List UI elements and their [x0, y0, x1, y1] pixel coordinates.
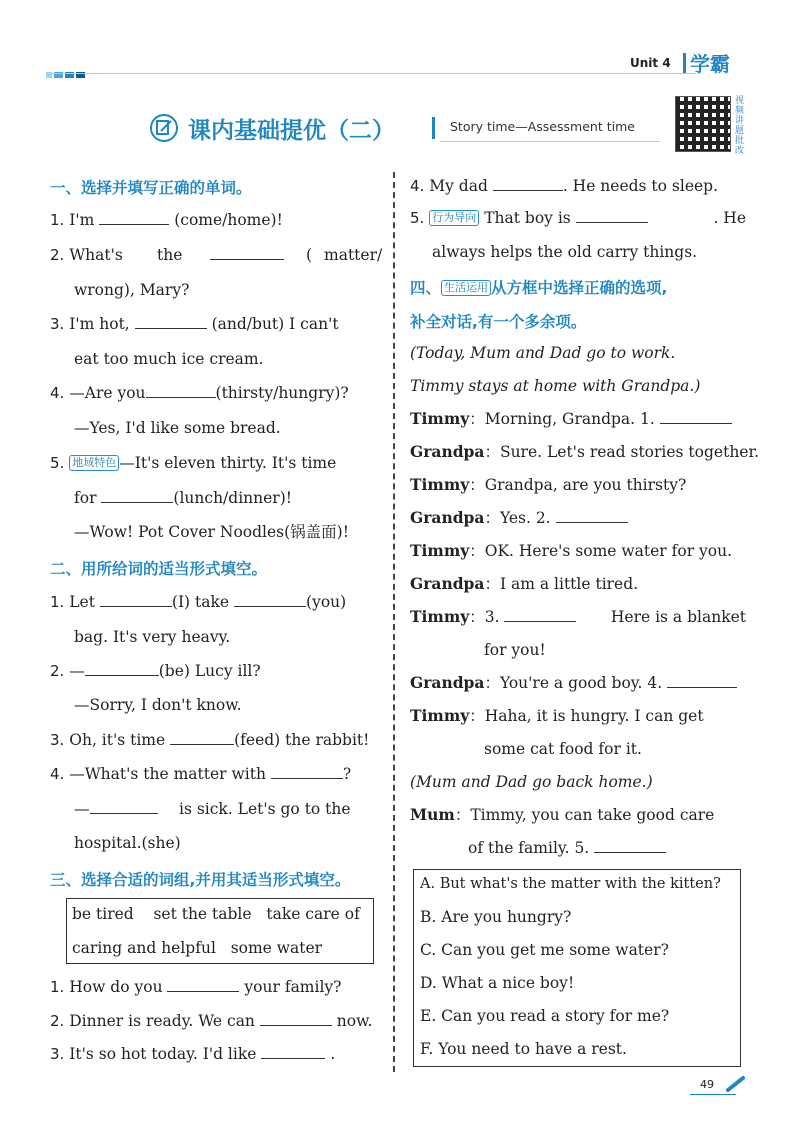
qr-side-text: 视频讲题批改: [735, 96, 745, 156]
s3-q3: 3. It's so hot today. I'd like .: [50, 1045, 336, 1063]
phrase: take care of: [266, 905, 360, 923]
intro-line-1: (Today, Mum and Dad go to work.: [410, 344, 676, 362]
section4-heading-line2: 补全对话,有一个多余项。: [410, 313, 587, 331]
s3-q4: 4. My dad . He needs to sleep.: [410, 177, 719, 195]
page-title: 课内基础提优（二）: [188, 118, 395, 144]
mum-line: Mum：Timmy, you can take good care: [410, 805, 715, 824]
s1-q2-cont: wrong), Mary?: [74, 281, 190, 299]
speaker: Grandpa: [410, 442, 485, 461]
section1-heading: 一、选择并填写正确的单词。: [50, 179, 252, 197]
option-e: E. Can you read a story for me?: [420, 1007, 670, 1025]
dialog-line-7: Timmy：3. Here is a blanket: [410, 607, 746, 626]
s1-q2: 2. What's the ( matter/: [50, 246, 383, 264]
section4-heading-line1: 四、 生活运用 从方框中选择正确的选项,: [410, 279, 668, 297]
s1-q4-answer: —Yes, I'd like some bread.: [74, 419, 281, 437]
phrase-row-1: [72, 904, 360, 924]
dialog-line-9: Timmy：Haha, it is hungry. I can get: [410, 706, 704, 725]
dialog-line-8: Grandpa：You're a good boy. 4.: [410, 673, 737, 693]
page-number: 49: [700, 1078, 714, 1091]
s3-q5-cont: always helps the old carry things.: [432, 243, 698, 261]
intro-line-2: Timmy stays at home with Grandpa.): [410, 377, 701, 395]
speaker: Timmy: [410, 706, 470, 725]
s1-q3: 3. I'm hot, (and/but) I can't: [50, 315, 339, 333]
column-divider: [393, 172, 395, 1072]
dialog-line-3: Timmy：Grandpa, are you thirsty?: [410, 475, 687, 494]
qr-code[interactable]: [675, 96, 731, 152]
s1-q5-cont: for (lunch/dinner)!: [74, 489, 292, 507]
s3-q1: 1. How do you your family?: [50, 978, 342, 996]
speaker: Timmy: [410, 607, 470, 626]
outro-line: (Mum and Dad go back home.): [410, 773, 653, 791]
s1-q1: 1. I'm (come/home)!: [50, 211, 283, 229]
title-icon: [150, 114, 178, 142]
pencil-icon: [726, 1076, 746, 1096]
s2-q3: 3. Oh, it's time (feed) the rabbit!: [50, 731, 370, 749]
dialog-line-1: Timmy：Morning, Grandpa. 1.: [410, 409, 732, 429]
title-bar: [432, 117, 435, 139]
brand-text: 学霸: [690, 52, 730, 76]
phrase: set the table: [153, 905, 252, 923]
region-tag: 地域特色: [69, 455, 119, 471]
option-a: A. But what's the matter with the kitten?: [420, 876, 721, 892]
s1-q5-reply: —Wow! Pot Cover Noodles(锅盖面)!: [74, 523, 349, 541]
section3-heading: 三、选择合适的词组,并用其适当形式填空。: [50, 871, 351, 889]
s1-q4: 4. —Are you (thirsty/hungry)?: [50, 384, 349, 402]
section2-heading: 二、用所给词的适当形式填空。: [50, 560, 268, 578]
s2-q4: 4. —What's the matter with ?: [50, 765, 352, 783]
speaker: Timmy: [410, 541, 470, 560]
dialog-line-9-cont: some cat food for it.: [484, 740, 642, 758]
phrase-row-2: [72, 938, 322, 958]
life-tag: 生活运用: [441, 280, 491, 296]
phrase: some water: [230, 939, 323, 957]
footer-rule: [690, 1094, 736, 1095]
s3-q2: 2. Dinner is ready. We can now.: [50, 1012, 373, 1030]
s2-q2-answer: —Sorry, I don't know.: [74, 696, 242, 714]
s2-q2: 2. — (be) Lucy ill?: [50, 662, 261, 680]
subtitle-underline: [440, 141, 660, 142]
dialog-line-2: Grandpa：Sure. Let's read stories together.: [410, 442, 760, 461]
s1-q5: 5. 地域特色 —It's eleven thirty. It's time: [50, 454, 337, 472]
option-f: F. You need to have a rest.: [420, 1040, 627, 1058]
speaker: Grandpa: [410, 508, 485, 527]
subtitle: Story time—Assessment time: [450, 119, 635, 134]
dialog-line-5: Timmy：OK. Here's some water for you.: [410, 541, 733, 560]
phrase: caring and helpful: [72, 939, 216, 957]
options-box: [413, 869, 741, 1067]
option-b: B. Are you hungry?: [420, 908, 572, 926]
behavior-tag: 行为导向: [429, 210, 479, 226]
speaker: Timmy: [410, 409, 470, 428]
s2-q1-cont: bag. It's very heavy.: [74, 628, 231, 646]
dialog-line-4: Grandpa：Yes. 2.: [410, 508, 628, 528]
phrase: be tired: [72, 905, 134, 923]
unit-label: Unit 4: [630, 56, 671, 70]
option-c: C. Can you get me some water?: [420, 941, 669, 959]
speaker: Grandpa: [410, 673, 485, 692]
option-d: D. What a nice boy!: [420, 974, 575, 992]
speaker: Grandpa: [410, 574, 485, 593]
speaker: Timmy: [410, 475, 470, 494]
header-rule: [46, 73, 696, 74]
mum-line-cont: of the family. 5.: [468, 838, 666, 858]
s2-q4-cont: hospital.(she): [74, 834, 181, 852]
s2-q1: 1. Let (I) take (you): [50, 593, 347, 611]
dialog-line-6: Grandpa：I am a little tired.: [410, 574, 639, 593]
dialog-line-7-cont: for you!: [484, 641, 546, 659]
s2-q4-answer: — is sick. Let's go to the: [74, 800, 351, 818]
s1-q3-cont: eat too much ice cream.: [74, 350, 264, 368]
s3-q5: 5. 行为导向 That boy is . He: [410, 209, 746, 227]
speaker: Mum: [410, 805, 455, 824]
brand-logo: [683, 48, 730, 77]
